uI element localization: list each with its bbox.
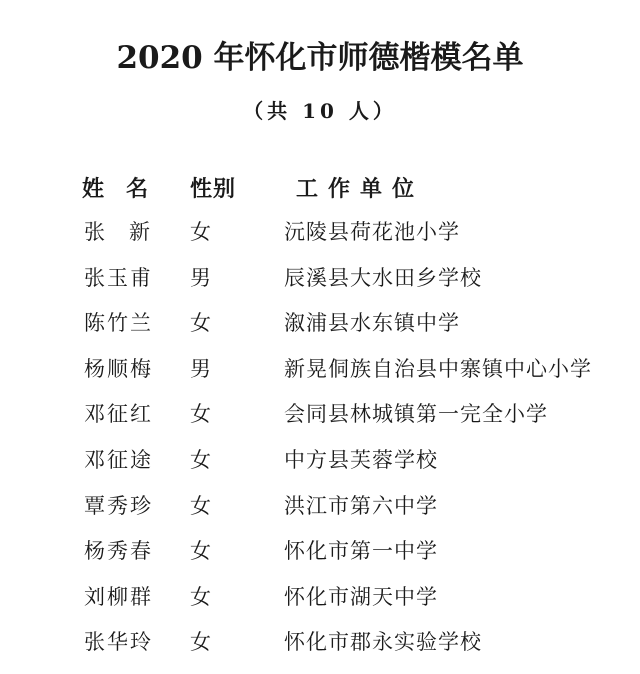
row-unit: 怀化市湖天中学 [284,584,438,609]
table-body [0,212,640,668]
row-gender: 男 [190,356,211,381]
row-unit: 洪江市第六中学 [284,493,438,518]
row-name: 杨秀春 [84,539,153,564]
row-gender: 女 [190,584,211,609]
table-row [0,577,640,623]
row-unit: 怀化市第一中学 [284,539,438,564]
row-unit: 沅陵县荷花池小学 [284,220,460,244]
row-gender: 女 [190,493,211,518]
row-gender: 女 [190,539,211,564]
row-gender: 男 [190,265,211,290]
header-name: 姓名 [82,177,171,202]
row-gender: 女 [190,447,211,472]
table-row [0,303,640,349]
row-unit: 辰溪县大水田乡学校 [284,265,482,290]
row-name: 杨顺梅 [84,356,153,381]
table-row [0,531,640,577]
table-header-row [0,172,640,208]
row-gender: 女 [190,311,211,336]
row-name: 邓征红 [84,402,153,427]
row-unit: 会同县林城镇第一完全小学 [284,402,548,427]
row-unit: 溆浦县水东镇中学 [284,311,460,336]
header-gender: 性别 [190,177,237,202]
row-name: 陈竹兰 [84,311,153,336]
row-name: 张新 [84,220,174,244]
row-name: 刘柳群 [84,584,153,609]
row-unit: 怀化市郡永实验学校 [284,630,482,655]
table-row [0,349,640,395]
row-unit: 中方县芙蓉学校 [284,447,438,472]
table-row [0,486,640,532]
row-name: 张玉甫 [84,265,153,290]
row-gender: 女 [190,402,211,427]
table-row [0,258,640,304]
row-name: 覃秀珍 [84,493,153,518]
document-subtitle: （共 10 人） [243,99,397,123]
row-name: 邓征途 [84,447,153,472]
header-unit: 工作单位 [296,177,425,202]
row-gender: 女 [190,220,211,244]
table-row [0,440,640,486]
table-row [0,212,640,258]
document-title: 2020 年怀化市师德楷模名单 [116,40,524,76]
row-unit: 新晃侗族自治县中寨镇中心小学 [284,356,592,381]
table-row [0,394,640,440]
row-gender: 女 [190,630,211,655]
table-row [0,622,640,668]
row-name: 张华玲 [84,630,153,655]
